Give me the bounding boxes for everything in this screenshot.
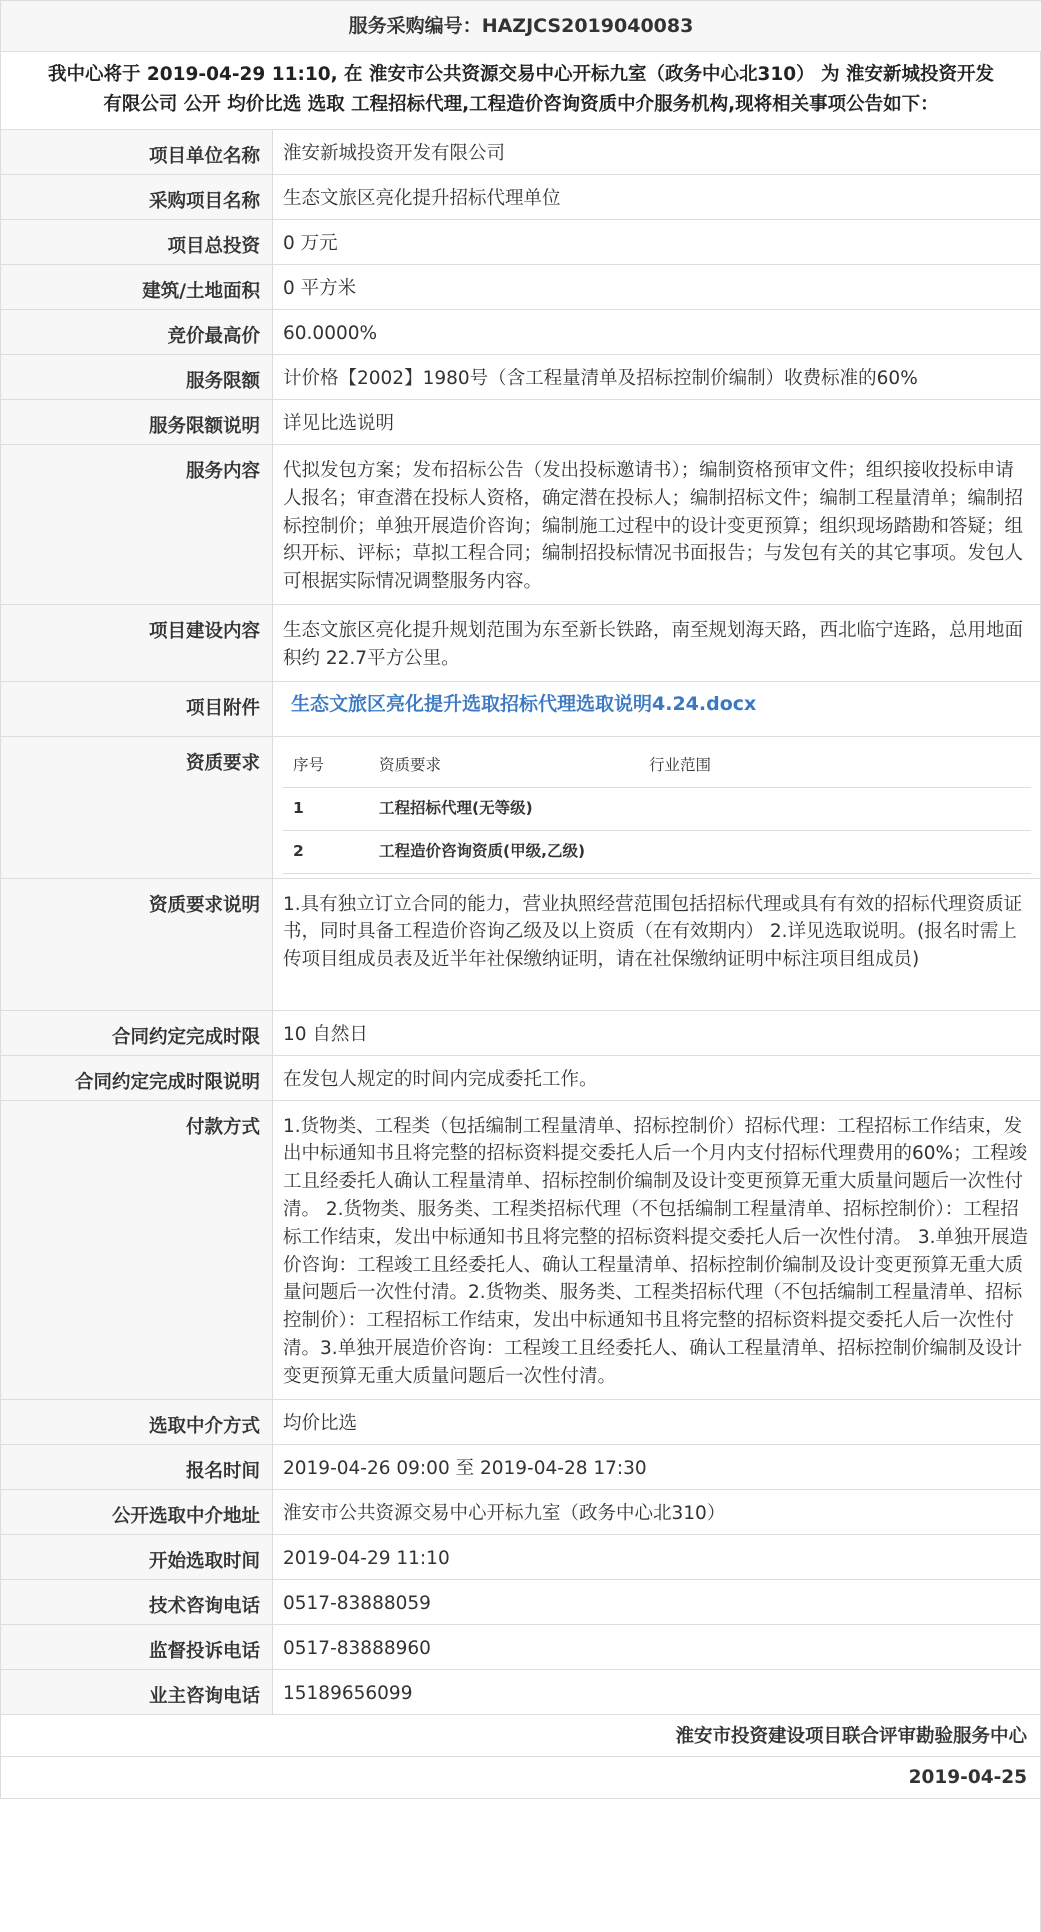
value-tech-phone: 0517-83888059 [273,1579,1041,1624]
qualification-name: 工程招标代理(无等级) [369,788,639,831]
row-payment [1,1100,1041,1399]
label-qualification-note: 资质要求说明 [1,878,273,1010]
label-registration-time: 报名时间 [1,1444,273,1489]
header-scope: 行业范围 [639,745,1031,788]
label-total-investment: 项目总投资 [1,220,273,265]
announcement-intro [1,52,1041,130]
value-area: 0 平方米 [273,265,1041,310]
row-deadline-note [1,1055,1041,1100]
row-project-unit [1,130,1041,175]
value-total-investment: 0 万元 [273,220,1041,265]
label-procurement-project: 采购项目名称 [1,175,273,220]
row-selection-address [1,1489,1041,1534]
qualifications-table [283,745,1031,875]
value-qualification-note: 1.具有独立订立合同的能力，营业执照经营范围包括招标代理或具有有效的招标代理资质证书，同时具备工程造价咨询乙级及以上资质（在有效期内） 2.详见选取说明。(报名时需上传项目组成员表及近半年社保缴纳证明，请在社保缴纳证明中标注项目组成员) [273,878,1041,1010]
row-service-limit-note [1,400,1041,445]
value-selection-address: 淮安市公共资源交易中心开标九室（政务中心北310） [273,1489,1041,1534]
row-qualification-note [1,878,1041,1010]
issue-date: 2019-04-25 [1,1756,1041,1798]
row-max-price [1,310,1041,355]
intro-line-1: 我中心将于 2019-04-29 11:10, 在 淮安市公共资源交易中心开标九室（政务中心北310） 为 淮安新城投资开发 [47,64,994,85]
intro-line-2: 有限公司 公开 均价比选 选取 工程招标代理,工程造价咨询资质中介服务机构,现将相关事项公告如下： [103,94,939,115]
table-row [283,788,1031,831]
value-max-price: 60.0000% [273,310,1041,355]
row-tech-phone [1,1579,1041,1624]
value-complaint-phone: 0517-83888960 [273,1624,1041,1669]
header-qualification: 资质要求 [369,745,639,788]
procurement-number-title [1,1,1041,52]
qualification-scope [639,831,1031,874]
label-attachment: 项目附件 [1,681,273,736]
procurement-number-code: HAZJCS2019040083 [481,15,694,37]
label-project-unit: 项目单位名称 [1,130,273,175]
value-deadline-note: 在发包人规定的时间内完成委托工作。 [273,1055,1041,1100]
label-service-limit-note: 服务限额说明 [1,400,273,445]
label-qualifications: 资质要求 [1,736,273,878]
label-service-limit: 服务限额 [1,355,273,400]
label-selection-address: 公开选取中介地址 [1,1489,273,1534]
label-service-content: 服务内容 [1,445,273,605]
value-registration-time: 2019-04-26 09:00 至 2019-04-28 17:30 [273,1444,1041,1489]
qualification-name: 工程造价咨询资质(甲级,乙级) [369,831,639,874]
value-construction-content: 生态文旅区亮化提升规划范围为东至新长铁路，南至规划海天路，西北临宁连路，总用地面积约 22.7平方公里。 [273,604,1041,681]
value-project-unit: 淮安新城投资开发有限公司 [273,130,1041,175]
label-deadline-note: 合同约定完成时限说明 [1,1055,273,1100]
value-start-time: 2019-04-29 11:10 [273,1534,1041,1579]
label-deadline: 合同约定完成时限 [1,1010,273,1055]
attachment-cell [273,681,1041,736]
value-owner-phone: 15189656099 [273,1669,1041,1714]
value-service-limit-note: 详见比选说明 [273,400,1041,445]
table-row [283,831,1031,874]
label-construction-content: 项目建设内容 [1,604,273,681]
row-procurement-project [1,175,1041,220]
row-owner-phone [1,1669,1041,1714]
label-payment: 付款方式 [1,1100,273,1399]
label-area: 建筑/土地面积 [1,265,273,310]
label-owner-phone: 业主咨询电话 [1,1669,273,1714]
qualifications-cell [273,736,1041,878]
row-registration-time [1,1444,1041,1489]
label-start-time: 开始选取时间 [1,1534,273,1579]
row-complaint-phone [1,1624,1041,1669]
row-attachment [1,681,1041,736]
qualification-no: 2 [283,831,369,874]
row-selection-method [1,1399,1041,1444]
qualification-scope [639,788,1031,831]
row-service-content [1,445,1041,605]
value-payment: 1.货物类、工程类（包括编制工程量清单、招标控制价）招标代理：工程招标工作结束，发出中标通知书且将完整的招标资料提交委托人后一个月内支付招标代理费用的60%；工程竣工且经委托人确认工程量清单、招标控制价编制及设计变更预算无重大质量问题后一次性付清。 2.货物类、服务类、工程类招标代理（不包括编制工程量清单、招标控制价）：工程招标工作结束，发出中标通知书且将完整的招标资料提交委托人后一次性付清。 3.单独开展造价咨询：工程竣工且经委托人、确认工程量清单、招标控制价编制及设计变更预算无重大质量问题后一次性付清。2.货物类、服务类、工程类招标代理（不包括编制工程量清单、招标控制价）：工程招标工作结束，发出中标通知书且将完整的招标资料提交委托人后一次性付清。3.单独开展造价咨询：工程竣工且经委托人、确认工程量清单、招标控制价编制及设计变更预算无重大质量问题后一次性付清。 [273,1100,1041,1399]
value-service-content: 代拟发包方案；发布招标公告（发出投标邀请书）；编制资格预审文件；组织接收投标申请人报名；审查潜在投标人资格，确定潜在投标人；编制招标文件；编制工程量清单；编制招标控制价；单独开展造价咨询；编制施工过程中的设计变更预算；组织现场踏勘和答疑；组织开标、评标；草拟工程合同；编制招投标情况书面报告；与发包有关的其它事项。发包人可根据实际情况调整服务内容。 [273,445,1041,605]
issuing-organization: 淮安市投资建设项目联合评审勘验服务中心 [1,1714,1041,1756]
label-selection-method: 选取中介方式 [1,1399,273,1444]
attachment-link[interactable]: 生态文旅区亮化提升选取招标代理选取说明4.24.docx [291,692,757,715]
row-qualifications [1,736,1041,878]
row-deadline [1,1010,1041,1055]
label-max-price: 竞价最高价 [1,310,273,355]
procurement-number-label: 服务采购编号： [348,15,482,37]
value-selection-method: 均价比选 [273,1399,1041,1444]
value-service-limit: 计价格【2002】1980号（含工程量清单及招标控制价编制）收费标准的60% [273,355,1041,400]
row-area [1,265,1041,310]
row-construction-content [1,604,1041,681]
row-start-time [1,1534,1041,1579]
header-no: 序号 [283,745,369,788]
qualifications-header [283,745,1031,788]
label-complaint-phone: 监督投诉电话 [1,1624,273,1669]
qualification-no: 1 [283,788,369,831]
label-tech-phone: 技术咨询电话 [1,1579,273,1624]
value-deadline: 10 自然日 [273,1010,1041,1055]
row-service-limit [1,355,1041,400]
value-procurement-project: 生态文旅区亮化提升招标代理单位 [273,175,1041,220]
row-total-investment [1,220,1041,265]
